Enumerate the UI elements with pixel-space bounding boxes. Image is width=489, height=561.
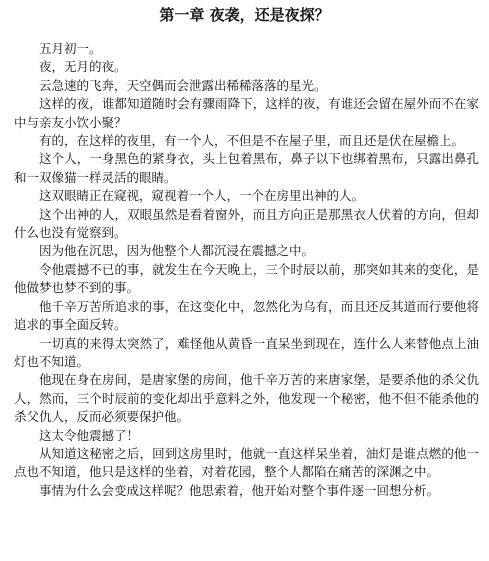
paragraph: 这个人，一身黑色的紧身衣，头上包着黑布，鼻子以下也绑着黑布，只露出鼻孔和一双像猫一样灵活的眼睛。 [14, 151, 479, 185]
paragraph: 他现在身在房间，是唐家堡的房间，他千辛万苦的来唐家堡，是要杀他的杀父仇人，然而，三个时辰前的变化却出乎意料之外，他发现一个秘密，他不但不能杀他的杀父仇人，反而必须要保护他。 [14, 372, 479, 425]
paragraph: 五月初一。 [39, 41, 102, 56]
paragraph: 令他震撼不已的事，就发生在今天晚上，三个时辰以前，那突如其来的变化，是他做梦也梦不到的事。 [14, 261, 479, 296]
paragraph: 夜，无月的夜。 [39, 59, 127, 75]
chapter-body [14, 40, 479, 500]
paragraph: 因为他在沉思，因为他整个人都沉浸在震撼之中。 [39, 243, 315, 259]
paragraph: 这样的夜，谁都知道随时会有骤雨降下，这样的夜，有谁还会留在屋外而不在家中与亲友小饮小聚？ [14, 96, 479, 130]
paragraph: 这双眼睛正在窥视，窥视着一个人，一个在房里出神的人。 [39, 188, 365, 204]
paragraph: 他千辛万苦所追求的事，在这变化中，忽然化为乌有，而且还反其道而行要他将追求的事全面反转。 [14, 298, 479, 333]
paragraph: 云急速的飞奔，天空偶而会泄露出稀稀落落的星光。 [39, 77, 327, 93]
paragraph: 这个出神的人，双眼虽然是看着窗外，而且方向正是那黑衣人伏着的方向，但却什么也没有觉察到。 [14, 206, 479, 241]
paragraph: 这太令他震撼了！ [39, 427, 140, 443]
paragraph: 一切真的来得太突然了，难怪他从黄昏一直呆坐到现在，连什么人来替他点上油灯也不知道。 [14, 335, 479, 369]
paragraph: 从知道这秘密之后，回到这房里时，他就一直这样呆坐着，油灯是谁点燃的他一点也不知道，他只是这样的坐着，对着花园，整个人都陷在痛苦的深渊之中。 [14, 445, 479, 480]
paragraph: 有的，在这样的夜里，有一个人，不但是不在屋子里，而且还是伏在屋檐上。 [39, 133, 465, 149]
paragraph: 事情为什么会变成这样呢？他思索着，他开始对整个事件逐一回想分析。 [39, 482, 440, 498]
chapter-title: 第一章 夜袭，还是夜探？ [159, 6, 330, 24]
